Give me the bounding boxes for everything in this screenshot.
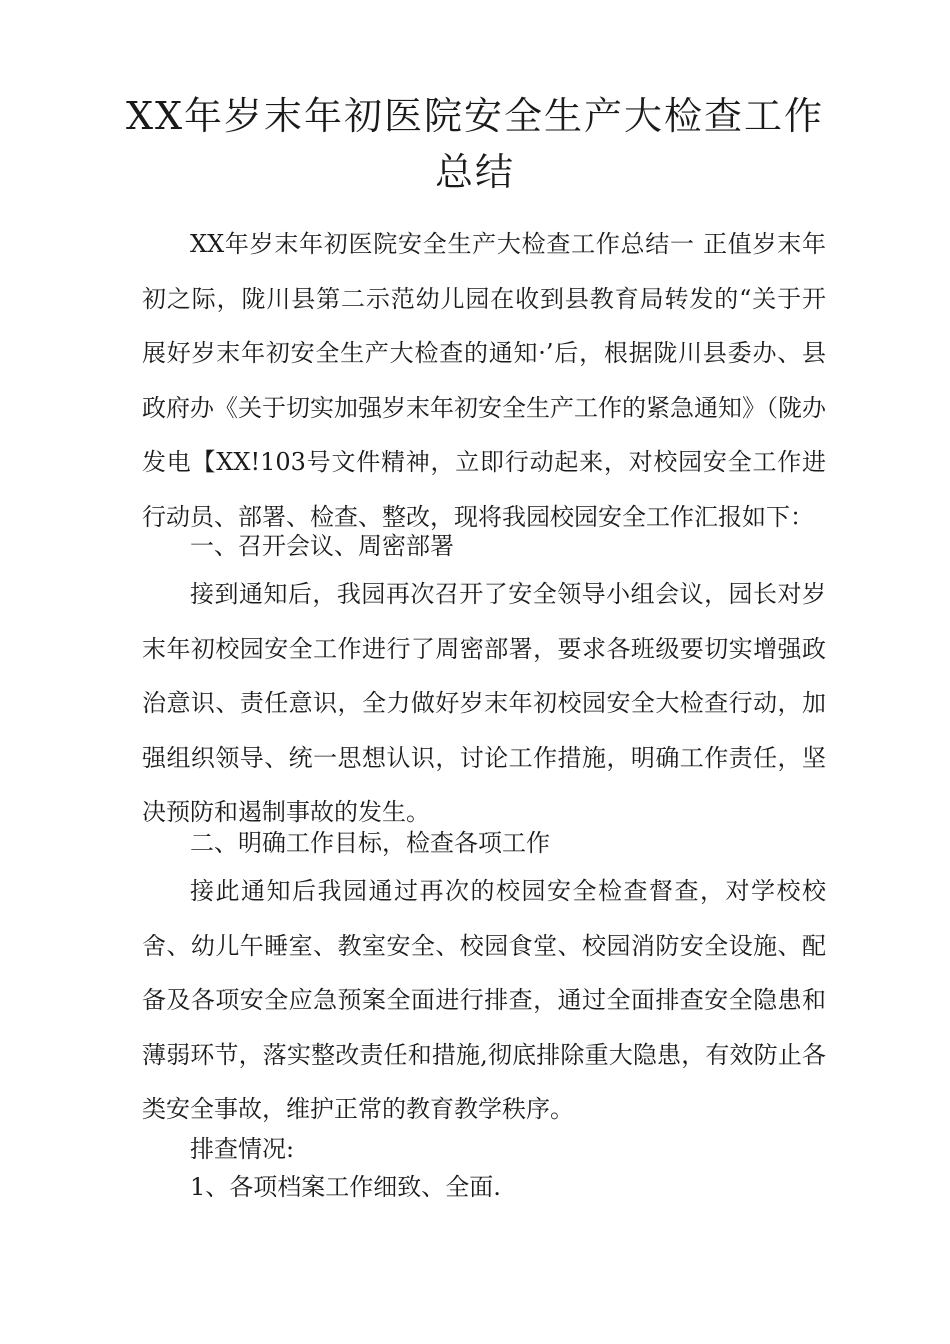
section-2-heading: 二、明确工作目标，检查各项工作 [190, 829, 550, 857]
section-1-heading: 一、召开会议、周密部署 [190, 532, 454, 560]
document-title-line-2: 总结 [434, 150, 515, 194]
intro-paragraph: XX年岁末年初医院安全生产大检查工作总结一 正值岁末年初之际，陇川县第二示范幼儿园在收到县教育局转发的“关于开展好岁末年初安全生产大检查的通知·’后，根据陇川县委办、县政府办《关于切实加强岁末年初安全生产工作的紧急通知》（陇办发电【XX!103号文件精神，立即行动起来，对校园安全工作进行动员、部署、检查、整改，现将我园校园安全工作汇报如下： [142, 230, 826, 531]
document-title-line-1: XX年岁末年初医院安全生产大检查工作 [125, 94, 825, 138]
inspection-heading: 排查情况: [190, 1135, 295, 1163]
section-2-paragraph: 接此通知后我园通过再次的校园安全检查督查，对学校校舍、幼儿午睡室、教室安全、校园食堂、校园消防安全设施、配备及各项安全应急预案全面进行排查，通过全面排查安全隐患和薄弱环节，落实整改责任和措施,彻底排除重大隐患，有效防止各类安全事故，维护正常的教育教学秩序。 [142, 877, 826, 1123]
inspection-item-1: 1、各项档案工作细致、全面. [190, 1173, 501, 1201]
section-1-paragraph: 接到通知后，我园再次召开了安全领导小组会议，园长对岁末年初校园安全工作进行了周密部署，要求各班级要切实增强政治意识、责任意识，全力做好岁末年初校园安全大检查行动，加强组织领导、统一思想认识，讨论工作措施，明确工作责任，坚决预防和遏制事故的发生。 [142, 580, 826, 826]
